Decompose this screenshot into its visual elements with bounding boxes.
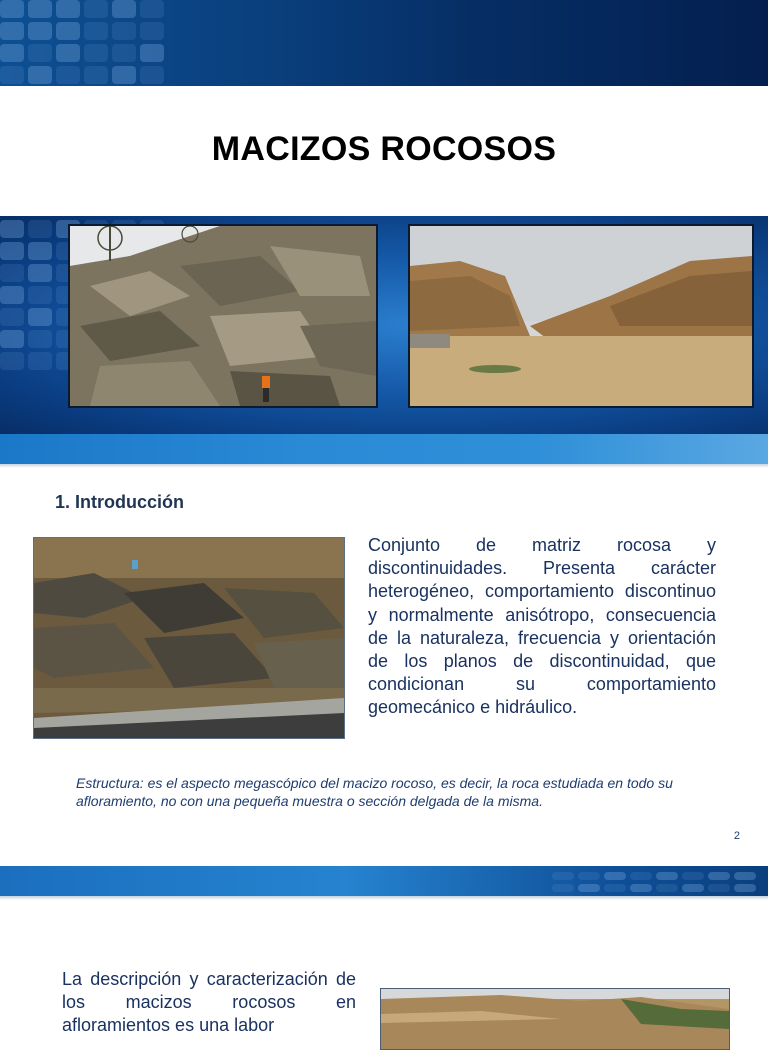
- rock-cliff-image: [70, 226, 376, 406]
- rock-outcrop-photo: [33, 537, 345, 739]
- rock-cliff-photo: [68, 224, 378, 408]
- slide2-banner-shadow: [0, 896, 768, 900]
- rock-outcrop-image: [34, 538, 344, 738]
- quarry-cut-image: [410, 226, 752, 406]
- photo-strip-shadow: [0, 464, 768, 468]
- slide2-paragraph: La descripción y caracterización de los macizos rocosos en afloramientos es una labor: [62, 969, 356, 1036]
- slide2-outcrop-image: [381, 989, 729, 1049]
- slide2-outcrop-photo: [380, 988, 730, 1050]
- photo-strip: [0, 434, 768, 464]
- banner-tile-pattern: [0, 0, 164, 84]
- slide2-tile-pattern: [552, 872, 756, 892]
- section-heading: 1. Introducción: [55, 492, 185, 512]
- quarry-cut-photo: [408, 224, 754, 408]
- structure-note: Estructura: es el aspecto megascópico del macizo rocoso, es decir, la roca estudiada en todo su afloramiento, no con una pequeña muestra o sección delgada de la misma.: [76, 775, 673, 809]
- intro-paragraph: Conjunto de matriz rocosa y discontinuidades. Presenta carácter heterogéneo, comportamiento discontinuo y normalmente anisótropo, consecuencia de la naturaleza, frecuencia y orientación de los planos de discontinuidad, que condicionan su comportamiento geomecánico e hidráulico.: [368, 535, 716, 718]
- page-number: 2: [733, 830, 740, 842]
- top-banner: [0, 0, 768, 86]
- slide-title: MACIZOS ROCOSOS: [211, 130, 557, 168]
- slide2-banner: [0, 866, 768, 896]
